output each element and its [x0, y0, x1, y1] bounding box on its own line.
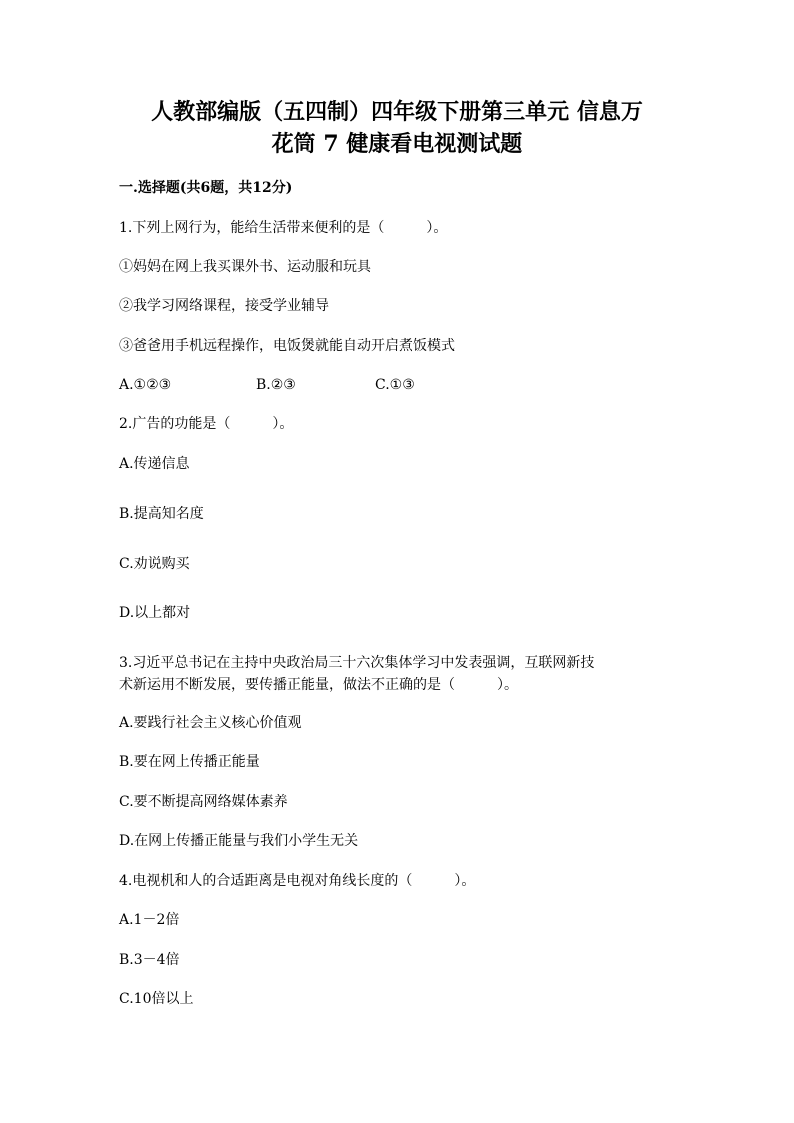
question-4-option-a: A.1－2倍 [119, 912, 180, 928]
question-2-option-d: D.以上都对 [119, 605, 191, 621]
question-1-stem: 1.下列上网行为，能给生活带来便利的是（ ）。 [119, 220, 448, 236]
question-1-item-3: ③爸爸用手机远程操作，电饭煲就能自动开启煮饭模式 [119, 338, 455, 354]
question-3-stem-line-1: 3.习近平总书记在主持中央政治局三十六次集体学习中发表强调，互联网新技 [119, 655, 595, 671]
section-heading: 一.选择题(共6题，共12分) [119, 180, 293, 196]
question-3-option-b: B.要在网上传播正能量 [119, 754, 260, 770]
question-1-item-1: ①妈妈在网上我买课外书、运动服和玩具 [119, 259, 371, 275]
question-2-option-b: B.提高知名度 [119, 506, 204, 522]
question-2-option-a: A.传递信息 [119, 456, 190, 472]
question-4-stem: 4.电视机和人的合适距离是电视对角线长度的（ ）。 [119, 873, 476, 889]
question-1-options [119, 375, 519, 395]
question-1-item-2: ②我学习网络课程，接受学业辅导 [119, 298, 329, 314]
question-2-stem: 2.广告的功能是（ ）。 [119, 416, 294, 432]
question-3-option-c: C.要不断提高网络媒体素养 [119, 794, 288, 810]
question-3-option-a: A.要践行社会主义核心价值观 [119, 715, 302, 731]
question-4-option-b: B.3－4倍 [119, 952, 180, 968]
question-3-option-d: D.在网上传播正能量与我们小学生无关 [119, 833, 359, 849]
question-2-option-c: C.劝说购买 [119, 556, 190, 572]
document-title-line-1: 人教部编版（五四制）四年级下册第三单元 信息万 [151, 99, 643, 125]
question-3-stem-line-2: 术新运用不断发展，要传播正能量，做法不正确的是（ ）。 [119, 677, 518, 693]
question-4-option-c: C.10倍以上 [119, 991, 194, 1007]
document-title-line-2: 花筒 7 健康看电视测试题 [271, 131, 523, 157]
question-1-option-c: C.①③ [375, 377, 415, 393]
question-1-option-b: B.②③ [256, 377, 296, 393]
question-1-option-a: A.①②③ [119, 377, 172, 393]
